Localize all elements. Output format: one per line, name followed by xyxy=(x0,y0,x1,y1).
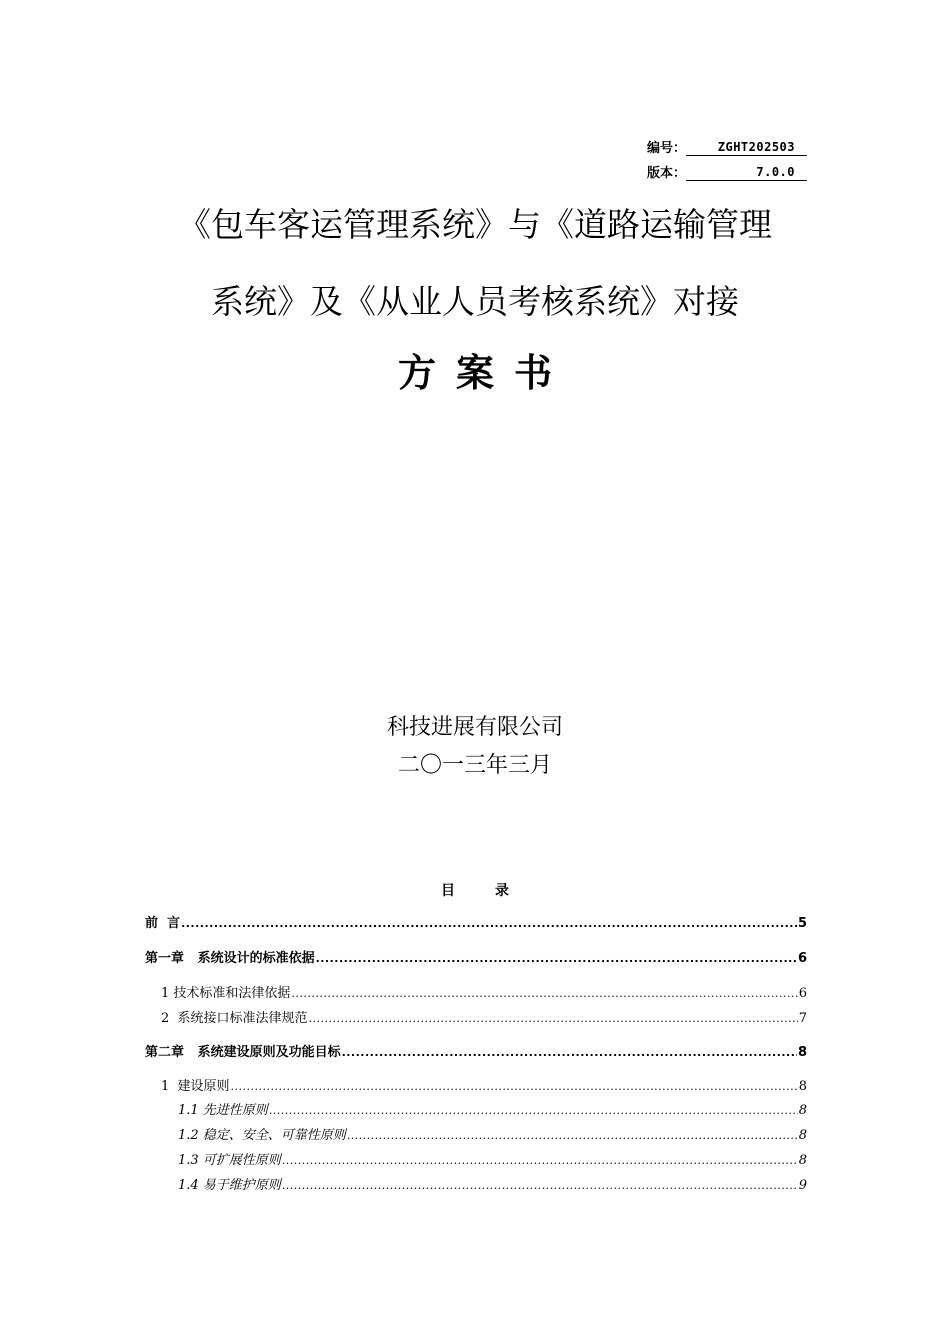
toc-entry[interactable] xyxy=(145,1177,807,1195)
document-version-value: 7.0.0 xyxy=(686,164,807,181)
toc-entry-label: 第一章 系统设计的标准依据 xyxy=(145,951,315,966)
document-version-row xyxy=(647,156,807,181)
issue-date: 二〇一三年三月 xyxy=(397,753,552,778)
toc-leader-dots xyxy=(309,1010,798,1028)
toc-entry-label: 1.3 可扩展性原则 xyxy=(178,1153,281,1168)
toc-entry-page: 7 xyxy=(798,1011,807,1026)
toc-entry-label: 1.1 先进性原则 xyxy=(178,1103,268,1118)
toc-entry-page: 9 xyxy=(798,1178,807,1193)
toc-leader-dots xyxy=(282,1177,798,1195)
toc-entry[interactable] xyxy=(145,915,807,933)
toc-leader-dots xyxy=(181,915,797,933)
toc-leader-dots xyxy=(342,1044,797,1062)
toc-entry-page: 8 xyxy=(798,1079,807,1094)
toc-entry-label: 前 言 xyxy=(145,916,181,931)
issuer-company: 科技进展有限公司 xyxy=(386,715,563,740)
toc-leader-dots xyxy=(316,950,797,968)
document-number-value: ZGHT202503 xyxy=(686,139,807,156)
toc-entry-label: 第二章 系统建设原则及功能目标 xyxy=(145,1045,341,1060)
toc-entry-label: 1.2 稳定、安全、可靠性原则 xyxy=(178,1128,346,1143)
toc-entry[interactable] xyxy=(145,1127,807,1145)
toc-leader-dots xyxy=(269,1102,798,1120)
document-meta xyxy=(647,131,807,181)
toc-entry[interactable] xyxy=(145,1044,807,1062)
toc-entry-page: 8 xyxy=(798,1153,807,1168)
toc-entry[interactable] xyxy=(145,950,807,968)
document-number-label: 编号： xyxy=(647,141,687,156)
document-number-row xyxy=(647,131,807,156)
toc-entry[interactable] xyxy=(145,1102,807,1120)
document-kind: 方案书 xyxy=(397,351,572,395)
toc-entry-label: 1 技术标准和法律依据 xyxy=(161,986,291,1001)
toc-entry-label: 1.4 易于维护原则 xyxy=(178,1178,281,1193)
toc-entry[interactable] xyxy=(145,1078,807,1096)
toc-entry-page: 6 xyxy=(798,986,807,1001)
document-title-line-1: 《包车客运管理系统》与《道路运输管理 xyxy=(178,205,772,244)
toc-entry[interactable] xyxy=(145,1152,807,1170)
toc-leader-dots xyxy=(231,1078,798,1096)
toc-entry-page: 8 xyxy=(797,1045,807,1060)
document-title-line-2: 系统》及《从业人员考核系统》对接 xyxy=(211,282,739,321)
toc-title: 目录 xyxy=(441,883,549,899)
document-version-label: 版本： xyxy=(647,166,687,181)
toc-leader-dots xyxy=(282,1152,798,1170)
toc-leader-dots xyxy=(291,985,797,1003)
toc-entry-page: 8 xyxy=(798,1128,807,1143)
toc-entry-page: 8 xyxy=(798,1103,807,1118)
toc-leader-dots xyxy=(347,1127,798,1145)
toc-entry[interactable] xyxy=(145,1010,807,1028)
toc-entry-page: 6 xyxy=(797,951,807,966)
toc-entry[interactable] xyxy=(145,985,807,1003)
toc-entry-page: 5 xyxy=(797,916,807,931)
toc-entry-label: 2 系统接口标准法律规范 xyxy=(161,1011,308,1026)
toc-entry-label: 1 建设原则 xyxy=(161,1079,230,1094)
